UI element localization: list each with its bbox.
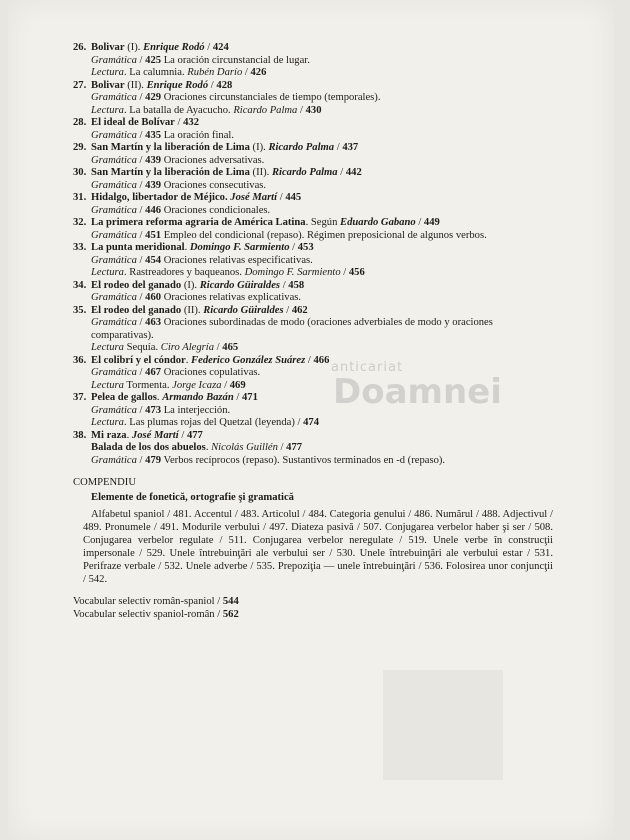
sub-label: Gramática [91, 292, 137, 303]
page-separator: / [204, 42, 213, 53]
page-separator: / [136, 254, 146, 266]
sub-page: 439 [145, 154, 162, 166]
entry-connector: (I). [181, 279, 200, 291]
entry-heading [73, 117, 553, 130]
compendiu-heading: COMPENDIU [73, 477, 136, 488]
page-separator: / [136, 179, 146, 191]
page-separator: / [136, 92, 146, 103]
sub-label: Gramática [91, 229, 137, 241]
page-separator: / [136, 317, 146, 328]
entry-subline [73, 342, 553, 355]
sub-label: Gramática [91, 204, 137, 216]
entry-heading [73, 217, 553, 230]
sub-text: La oración final. [161, 129, 234, 141]
page-separator: / [233, 392, 242, 403]
entry-line [91, 242, 314, 255]
toc-entry [73, 167, 553, 192]
sub-page: 451 [145, 229, 162, 241]
entry-page: 449 [423, 217, 440, 228]
entry-subline [73, 455, 553, 468]
sub-text: Empleo del condicional (repaso). Régimen preposicional de algunos verbos. [161, 229, 487, 241]
entry-author: Eduardo Gabano [340, 217, 416, 228]
page-separator: / [174, 117, 184, 128]
watermark-line2: Doamnei [333, 372, 502, 412]
page-separator: / [136, 367, 146, 378]
entry-author: José Martí [230, 192, 278, 203]
entry-number: 27. [73, 79, 87, 91]
entry-subline [73, 380, 553, 393]
entry-connector: . Según [305, 217, 341, 228]
entry-title: El rodeo del ganado [91, 279, 182, 291]
entry-title: Bolivar [91, 42, 125, 53]
sub-text: Sequía. [123, 342, 161, 353]
entry-page: 462 [291, 304, 308, 316]
page-separator: / [334, 142, 343, 153]
sub-page: 474 [303, 417, 320, 428]
entry-heading [73, 280, 553, 293]
entry-page: 424 [212, 42, 229, 53]
entry-heading [73, 242, 553, 255]
entry-subline [73, 205, 553, 218]
sub-author: Nicolás Guillén [211, 442, 278, 453]
entry-page: 445 [285, 192, 302, 203]
sub-author: Jorge Icaza [172, 379, 222, 391]
entry-connector: (II). [181, 304, 204, 316]
sub-text: . Las plumas rojas del Quetzal (leyenda) / [123, 417, 304, 428]
book-page [8, 0, 614, 840]
entry-subline [73, 367, 553, 380]
entry-author: Armando Bazán [162, 392, 234, 403]
page-separator: / [297, 104, 306, 116]
entry-number: 32. [73, 217, 87, 228]
entry-subline [73, 317, 553, 342]
entry-line [91, 430, 203, 443]
sub-page: 479 [145, 454, 162, 466]
entry-title: Bolivar [91, 79, 125, 91]
toc-entry [73, 42, 553, 80]
entry-title: El rodeo del ganado [91, 304, 182, 316]
sub-label: Gramática [91, 154, 137, 166]
sub-label: Lectura [91, 379, 124, 391]
entry-page: 477 [186, 429, 203, 441]
entry-heading [73, 305, 553, 318]
entry-title: La primera reforma agraria de América Latina [91, 217, 306, 228]
page-separator: / [208, 79, 217, 91]
toc-entry [73, 305, 553, 355]
watermark-line1: anticariat [331, 360, 404, 375]
sub-title: Balada de los dos abuelos [91, 442, 206, 453]
vocab-line-2: Vocabular selectiv spaniol-român / 562 [73, 608, 239, 620]
entry-heading [73, 392, 553, 405]
compendiu-paragraph: Alfabetul spaniol / 481. Accentul / 483. Articolul / 484. Categoria genului / 486. Numărul / 488. Adjectivul / 489. Pronumele / 491. Modurile verbului / 497. Diateza pasivă / 507. Conjugarea verbelor haber şi ser / 508. Conjugarea verbelor regulate / 511. Conjugarea verbelor neregulate / 519. Unele verbe în construcţii impersonale / 529. Unele întrebuinţări ale verbului ser / 530. Unele întrebuinţări ale verbului estar / 531. Perifraze verbale / 532. Unele adverbe / 535. Prepoziţia — unele întrebuinţări / 536. Folosirea unor conjuncţii / 542. [83, 509, 553, 585]
page-separator: / [136, 292, 146, 303]
entry-number: 38. [73, 429, 87, 441]
sub-label: Lectura [91, 342, 124, 353]
entry-author: Ricardo Güiraldes [199, 279, 281, 291]
entry-author: Domingo F. Sarmiento [189, 242, 290, 253]
entry-title: La punta meridional [91, 242, 185, 253]
entry-author: Federico González Suárez [191, 354, 306, 366]
entry-title: San Martín y la liberación de Lima [91, 167, 250, 178]
entry-page: 437 [342, 142, 359, 153]
entry-connector: (I). [124, 42, 144, 53]
entry-heading [73, 192, 553, 205]
entry-connector: . [126, 429, 132, 441]
entry-connector: . [184, 242, 190, 253]
sub-text: Oraciones circunstanciales de tiempo (temporales). [161, 92, 381, 103]
sub-text: Oraciones adversativas. [161, 154, 265, 166]
page-separator: / [221, 379, 230, 391]
entry-number: 28. [73, 117, 87, 128]
entry-line [91, 117, 199, 130]
sub-label: Gramática [91, 367, 137, 378]
entry-page: 432 [183, 117, 200, 128]
sub-page: 460 [145, 292, 162, 303]
entry-author: Ricardo Palma [268, 142, 335, 153]
sub-label: Gramática [91, 179, 137, 191]
page-separator: / [280, 279, 289, 291]
sub-label: Gramática [91, 404, 137, 416]
entry-number: 35. [73, 304, 87, 316]
entry-author: Enrique Rodó [143, 42, 205, 53]
sub-text: . La batalla de Ayacucho. [123, 104, 234, 116]
page-separator: / [283, 304, 292, 316]
entry-subline [73, 230, 553, 243]
toc-entry [73, 392, 553, 430]
page-separator: / [340, 267, 349, 278]
toc-entry [73, 280, 553, 305]
page-separator: / [136, 129, 146, 141]
toc-entries [73, 42, 553, 467]
entry-subline [73, 442, 553, 455]
sub-text: . La calumnia. [123, 67, 188, 78]
entry-heading [73, 355, 553, 368]
vocab-line-1: Vocabular selectiv român-spaniol / 544 [73, 596, 239, 607]
entry-subline [73, 55, 553, 68]
sub-text: Verbos recíprocos (repaso). Sustantivos terminados en -d (repaso). [161, 454, 446, 466]
sub-page: 429 [145, 92, 162, 103]
entry-line [91, 80, 232, 93]
entry-number: 37. [73, 392, 87, 403]
sub-page: 477 [286, 442, 303, 453]
sub-page: 425 [145, 54, 162, 66]
sub-author: Ricardo Palma [233, 104, 298, 116]
page-separator: / [136, 204, 146, 216]
sub-label: Gramática [91, 129, 137, 141]
sub-page: 467 [145, 367, 162, 378]
entry-number: 31. [73, 192, 87, 203]
entry-subline [73, 255, 553, 268]
entry-page: 466 [313, 354, 330, 366]
sub-page: 446 [145, 204, 162, 216]
entry-number: 33. [73, 242, 87, 253]
sub-text: Oraciones subordinadas de modo (oraciones adverbiales de modo y oraciones comparativas). [91, 317, 493, 341]
toc-entry [73, 355, 553, 393]
sub-label: Gramática [91, 254, 137, 266]
entry-page: 471 [242, 392, 258, 403]
entry-line [91, 217, 440, 230]
toc-entry [73, 117, 553, 142]
entry-connector: . [185, 354, 192, 366]
entry-subline [73, 130, 553, 143]
entry-line [91, 280, 304, 293]
sub-label: Lectura [91, 67, 124, 78]
entry-subline [73, 405, 553, 418]
sub-label: Lectura [91, 104, 124, 116]
page-separator: / [289, 242, 298, 253]
page-separator: / [178, 429, 187, 441]
sub-page: 430 [305, 104, 322, 116]
page-separator: / [305, 354, 314, 366]
table-of-contents [73, 42, 553, 621]
entry-author: Enrique Rodó [146, 79, 209, 91]
sub-author: Rubén Darío [187, 67, 243, 78]
entry-subline [73, 67, 553, 80]
sub-label: Gramática [91, 317, 137, 328]
sub-page: 473 [145, 404, 162, 416]
faded-stamp [383, 670, 503, 780]
entry-page: 458 [288, 279, 305, 291]
entry-number: 26. [73, 42, 87, 53]
entry-heading [73, 430, 553, 443]
sub-text: La oración circunstancial de lugar. [161, 54, 310, 66]
page-separator: / [415, 217, 424, 228]
page-separator: / [136, 404, 146, 416]
page-separator: / [136, 54, 146, 66]
entry-number: 36. [73, 354, 87, 366]
entry-heading [73, 142, 553, 155]
sub-text: Oraciones relativas explicativas. [161, 292, 302, 303]
entry-title: Hidalgo, libertador de Méjico. [91, 192, 228, 203]
toc-entry [73, 217, 553, 242]
entry-connector: . [156, 392, 163, 403]
sub-page: 435 [145, 129, 162, 141]
page-separator: / [277, 442, 287, 453]
sub-text: . [205, 442, 212, 453]
sub-author: Domingo F. Sarmiento [244, 267, 341, 278]
entry-title: El ideal de Bolívar [91, 117, 175, 128]
sub-text: . Rastreadores y baqueanos. [123, 267, 245, 278]
entry-title: El colibrí y el cóndor [91, 354, 186, 366]
toc-entry [73, 142, 553, 167]
sub-text: Oraciones copulativas. [161, 367, 261, 378]
entry-line [91, 355, 329, 368]
toc-entry [73, 192, 553, 217]
sub-text: Oraciones consecutivas. [161, 179, 267, 191]
sub-author: Ciro Alegría [160, 342, 215, 353]
entry-subline [73, 417, 553, 430]
entry-page: 428 [216, 79, 233, 91]
entry-number: 30. [73, 167, 87, 178]
entry-line [91, 42, 229, 55]
entry-author: José Martí [131, 429, 179, 441]
entry-author: Ricardo Güiraldes [203, 304, 284, 316]
entry-number: 29. [73, 142, 87, 153]
entry-heading [73, 167, 553, 180]
entry-subline [73, 155, 553, 168]
sub-page: 463 [145, 317, 162, 328]
sub-page: 454 [145, 254, 162, 266]
entry-connector: (II). [124, 79, 147, 91]
entry-heading [73, 42, 553, 55]
page-separator: / [136, 229, 146, 241]
entry-subline [73, 180, 553, 193]
page-separator: / [277, 192, 286, 203]
toc-entry [73, 80, 553, 118]
entry-heading [73, 80, 553, 93]
sub-text: La interjección. [161, 404, 231, 416]
sub-label: Gramática [91, 454, 137, 466]
entry-line [91, 167, 362, 180]
sub-page: 439 [145, 179, 162, 191]
entry-title: San Martín y la liberación de Lima [91, 142, 250, 153]
sub-text: Tormenta. [123, 379, 173, 391]
sub-label: Lectura [91, 267, 124, 278]
entry-number: 34. [73, 279, 87, 291]
entry-subline [73, 292, 553, 305]
page-separator: / [136, 454, 146, 466]
entry-title: Mi raza [91, 429, 127, 441]
entry-author: Ricardo Palma [271, 167, 338, 178]
entry-title: Pelea de gallos [91, 392, 157, 403]
entry-line [91, 305, 308, 318]
sub-page: 426 [250, 67, 267, 78]
page-separator: / [214, 342, 223, 353]
page-separator: / [337, 167, 346, 178]
sub-label: Gramática [91, 54, 137, 66]
sub-page: 456 [348, 267, 365, 278]
entry-subline [73, 267, 553, 280]
sub-label: Gramática [91, 92, 137, 103]
vocabulary-list [73, 596, 553, 621]
sub-text: Oraciones condicionales. [161, 204, 271, 216]
entry-line [91, 192, 301, 205]
page-separator: / [136, 154, 146, 166]
entry-connector: (II). [249, 167, 272, 178]
entry-page: 442 [345, 167, 362, 178]
sub-text: Oraciones relativas especificativas. [161, 254, 313, 266]
sub-page: 465 [222, 342, 239, 353]
sub-page: 469 [229, 379, 246, 391]
entry-subline [73, 105, 553, 118]
entry-page: 453 [297, 242, 314, 253]
entry-subline [73, 92, 553, 105]
compendiu-subheading: Elemente de fonetică, ortografie şi gramatică [91, 491, 294, 503]
entry-connector: (I). [249, 142, 269, 153]
toc-entry [73, 430, 553, 468]
sub-label: Lectura [91, 417, 124, 428]
page-separator: / [242, 67, 251, 78]
entry-line [91, 392, 258, 405]
entry-line [91, 142, 358, 155]
toc-entry [73, 242, 553, 280]
